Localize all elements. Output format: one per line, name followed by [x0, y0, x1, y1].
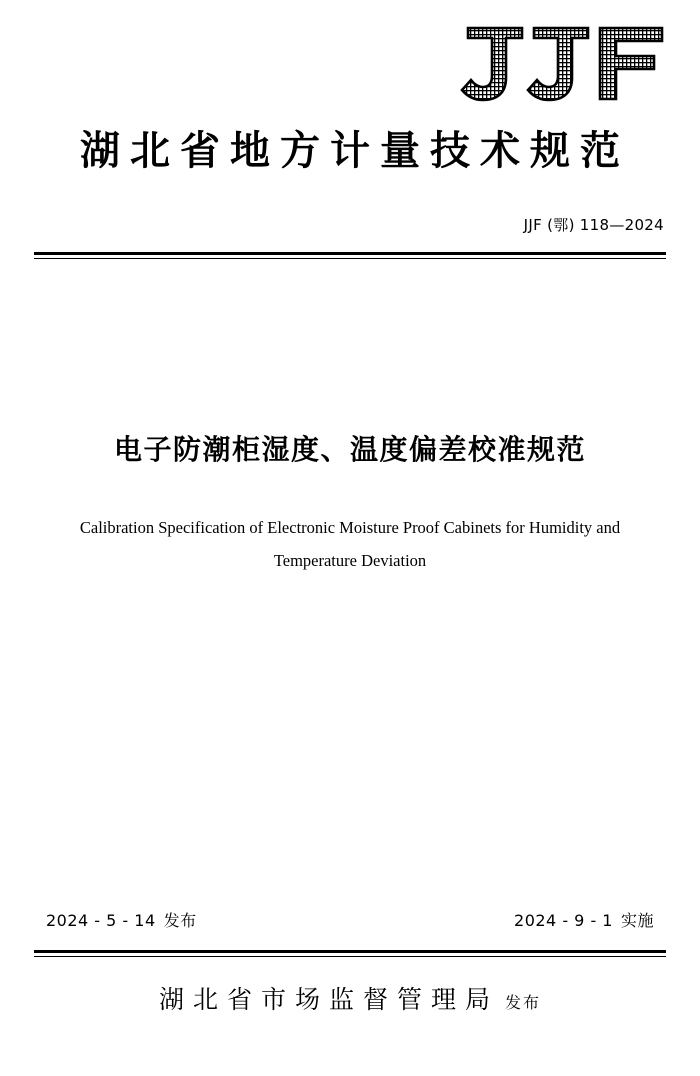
- issue-date: [46, 908, 197, 931]
- divider-bottom-thick: [34, 950, 666, 953]
- masthead-title: 湖北省地方计量技术规范: [80, 128, 630, 174]
- effective-date-value: 2024 - 9 - 1: [514, 911, 613, 930]
- issuer-name: 湖北省市场监督管理局: [158, 985, 499, 1014]
- effective-date-label: 实施: [620, 911, 654, 930]
- issue-date-value: 2024 - 5 - 14: [46, 911, 156, 930]
- divider-top-thin: [34, 258, 666, 259]
- dates-row: [46, 908, 654, 931]
- divider-top-thick: [34, 252, 666, 255]
- standard-number: JJF (鄂) 118—2024: [523, 216, 664, 234]
- masthead: [34, 128, 666, 174]
- document-title-en: [60, 511, 640, 577]
- document-title-block: [60, 430, 640, 577]
- document-title-cn: 电子防潮柜湿度、温度偏差校准规范: [113, 433, 586, 466]
- document-title-en-line1: Calibration Specification of Electronic Moisture Proof Cabinets for Humidity and: [79, 518, 621, 538]
- document-title-en-line2: Temperature Deviation: [273, 551, 427, 571]
- jjf-logo-container: [458, 22, 668, 104]
- divider-bottom-thin: [34, 956, 666, 957]
- issuer-row: [34, 980, 666, 1016]
- effective-date: [514, 908, 654, 931]
- jjf-logo-icon: [458, 22, 668, 104]
- issuer-verb: 发布: [505, 993, 542, 1012]
- issue-date-label: 发布: [163, 911, 197, 930]
